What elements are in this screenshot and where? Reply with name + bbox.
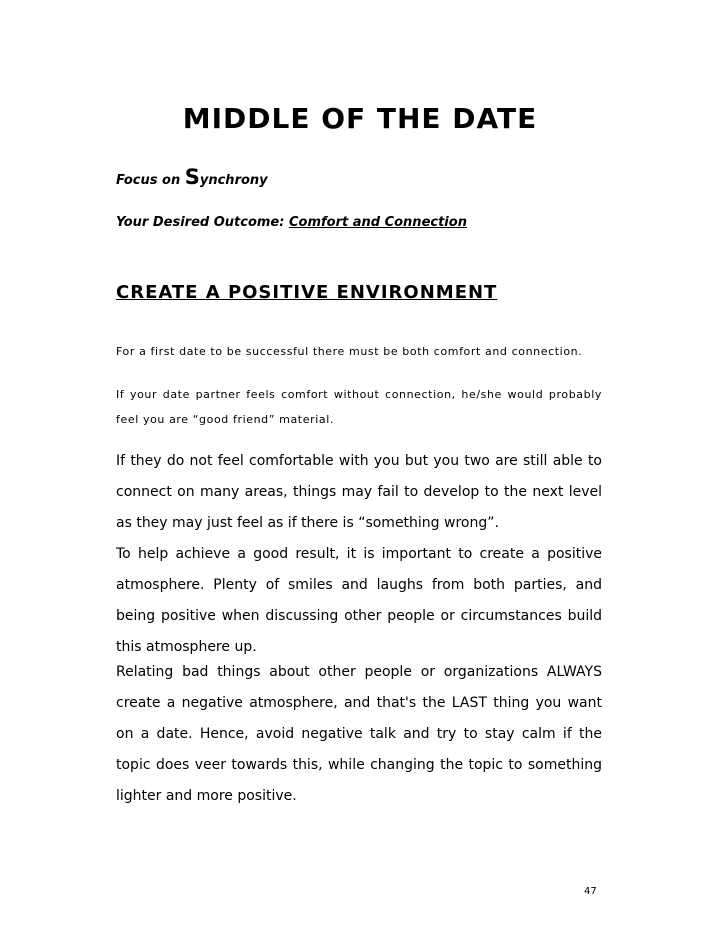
section-heading: CREATE A POSITIVE ENVIRONMENT: [116, 282, 498, 303]
paragraph-3: If they do not feel comfortable with you but you two are still able to connect on many areas, things may fail to develop to the next level as they may just feel as if there is “something wrong”.: [116, 453, 602, 531]
paragraph-4: To help achieve a good result, it is important to create a positive atmosphere. Plenty of smiles and laughs from both parties, and being positive when discussing other people or circumstances build this atmosphere up.: [116, 546, 602, 655]
page-title: MIDDLE OF THE DATE: [182, 102, 538, 135]
focus-rest: ynchrony: [199, 173, 268, 188]
outcome-label: Your Desired Outcome:: [116, 215, 289, 230]
focus-prefix: Focus on: [116, 173, 185, 188]
focus-line: [116, 162, 268, 196]
page-number: 47: [584, 886, 597, 897]
desired-outcome-line: [116, 214, 467, 232]
focus-big-letter: S: [184, 165, 200, 189]
paragraph-5: Relating bad things about other people or organizations ALWAYS create a negative atmosphere, and that's the LAST thing you want on a date. Hence, avoid negative talk and try to stay calm if the topic does veer towards this, while changing the topic to something lighter and more positive.: [116, 664, 602, 804]
outcome-value: Comfort and Connection: [288, 215, 467, 230]
paragraph-1: For a first date to be successful there must be both comfort and connection.: [116, 345, 583, 358]
paragraph-2: If your date partner feels comfort without connection, he/she would probably feel you are “good friend” material.: [116, 388, 602, 426]
